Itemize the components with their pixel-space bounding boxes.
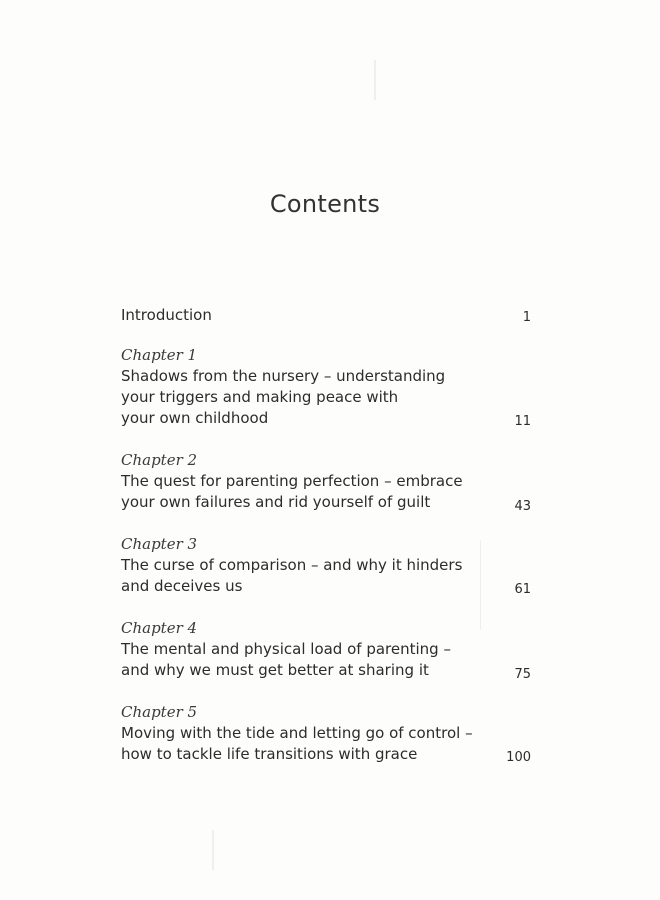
toc-entry-title-line: Moving with the tide and letting go of control – [121,724,473,742]
table-of-contents [121,305,531,765]
toc-entry-chapter-3[interactable] [121,534,531,597]
chapter-label: Chapter 5 [121,703,198,721]
toc-entry-chapter-5[interactable] [121,702,531,765]
toc-entry-title-line: your own failures and rid yourself of guilt [121,493,431,511]
toc-entry-title-line: The quest for parenting perfection – embrace [121,472,463,490]
toc-entry-chapter-2[interactable] [121,450,531,513]
toc-entry-title-line: and deceives us [121,577,243,595]
toc-page-number: 11 [514,414,531,429]
toc-page-number: 100 [506,750,531,765]
toc-entry-title-line: The curse of comparison – and why it hinders [121,556,463,574]
chapter-label: Chapter 3 [121,535,198,553]
toc-entry-title-line: The mental and physical load of parenting – [121,640,451,658]
toc-entry-chapter-4[interactable] [121,618,531,681]
toc-entry-title: Introduction [121,306,212,324]
toc-entry-title-line: your triggers and making peace with [121,388,399,406]
chapter-label: Chapter 2 [121,451,198,469]
paper-mark [374,60,376,100]
chapter-label: Chapter 4 [121,619,198,637]
toc-entry-introduction[interactable] [121,305,531,326]
toc-entry-chapter-1[interactable] [121,345,531,429]
toc-page-number: 75 [514,667,531,682]
toc-page-number: 43 [514,499,531,514]
chapter-label: Chapter 1 [121,346,198,364]
toc-page-number: 1 [522,310,531,325]
toc-page-number: 61 [514,582,531,597]
toc-entry-title-line: how to tackle life transitions with grace [121,745,418,763]
paper-mark [212,830,214,870]
page-title: Contents [269,190,381,219]
toc-entry-title-line: Shadows from the nursery – understanding [121,367,446,385]
toc-entry-title-line: and why we must get better at sharing it [121,661,429,679]
toc-entry-title-line: your own childhood [121,409,269,427]
